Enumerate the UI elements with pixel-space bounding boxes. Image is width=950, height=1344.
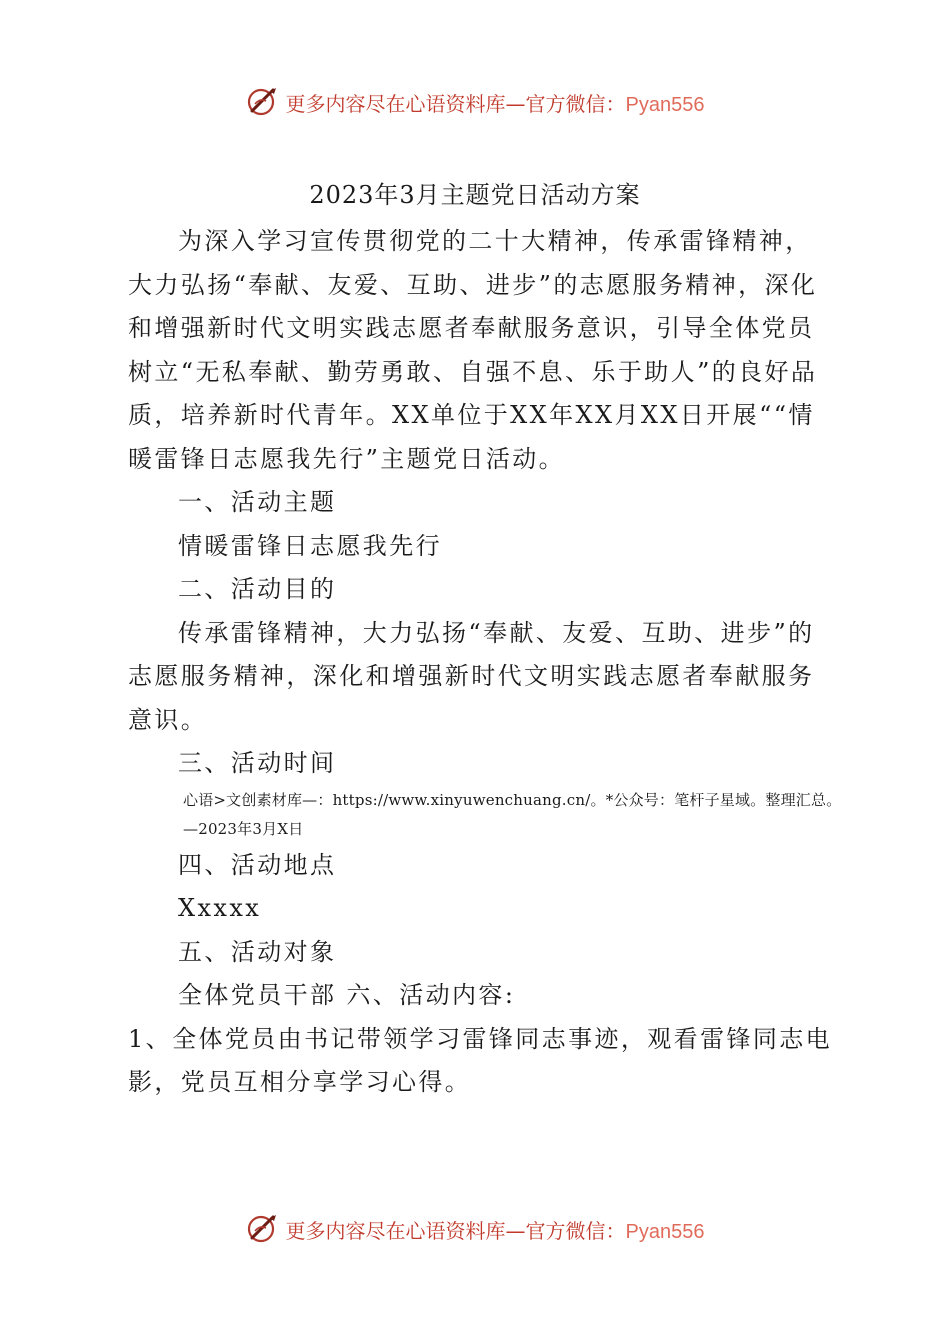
header-banner-text	[286, 88, 705, 117]
section3-heading: 三、活动时间	[178, 749, 337, 777]
footer-site: 更多内容尽在心语资料库	[285, 1218, 506, 1243]
pen-logo-icon	[246, 1212, 280, 1246]
header-separator: —	[505, 91, 526, 116]
document-body	[128, 220, 842, 1105]
footer-wechat-label: 官方微信：	[525, 1218, 626, 1243]
footer-banner-text	[286, 1215, 705, 1244]
footer-wechat-id: Pyan556	[625, 1220, 705, 1243]
header-wechat-label: 官方微信：	[525, 91, 626, 116]
header-site: 更多内容尽在心语资料库	[285, 91, 506, 116]
section2-heading: 二、活动目的	[178, 575, 337, 603]
footer-banner	[0, 1209, 950, 1249]
footer-separator: —	[505, 1218, 526, 1243]
intro-paragraph: 为深入学习宣传贯彻党的二十大精神，传承雷锋精神，大力弘扬“奉献、友爱、互助、进步”的志愿服务精神，深化和增强新时代文明实践志愿者奉献服务意识，引导全体党员树立“无私奉献、勤劳勇敢、自强不息、乐于助人”的良好品质，培养新时代青年。XX单位于XX年XX月XX日开展““情暖雷锋日志愿我先行”主题党日活动。	[128, 227, 818, 473]
section4-body: Xxxxx	[178, 894, 262, 922]
section4-heading: 四、活动地点	[178, 850, 337, 879]
document-title: 2023年3月主题党日活动方案	[309, 181, 641, 209]
content-item-1: 1、全体党员由书记带领学习雷锋同志事迹，观看雷锋同志电影，党员互相分享学习心得。	[128, 1024, 833, 1096]
header-wechat-id: Pyan556	[625, 93, 705, 116]
section5-body-section6-heading: 全体党员干部 六、活动内容:	[178, 981, 516, 1009]
section2-body: 传承雷锋精神，大力弘扬“奉献、友爱、互助、进步”的志愿服务精神，深化和增强新时代文明实践志愿者奉献服务意识。	[128, 618, 815, 734]
section3-note: 心语>文创素材库—：https://www.xinyuwenchuang.cn/。*公众号：笔杆子星域。整理汇总。	[183, 790, 842, 809]
section3-body: —2023年3月X日	[183, 819, 304, 838]
section1-body: 情暖雷锋日志愿我先行	[178, 531, 442, 560]
section5-heading: 五、活动对象	[178, 937, 337, 966]
section1-heading: 一、活动主题	[178, 488, 337, 516]
section3-small-block	[128, 786, 842, 844]
header-banner	[0, 82, 950, 122]
pen-logo-icon	[246, 85, 280, 119]
